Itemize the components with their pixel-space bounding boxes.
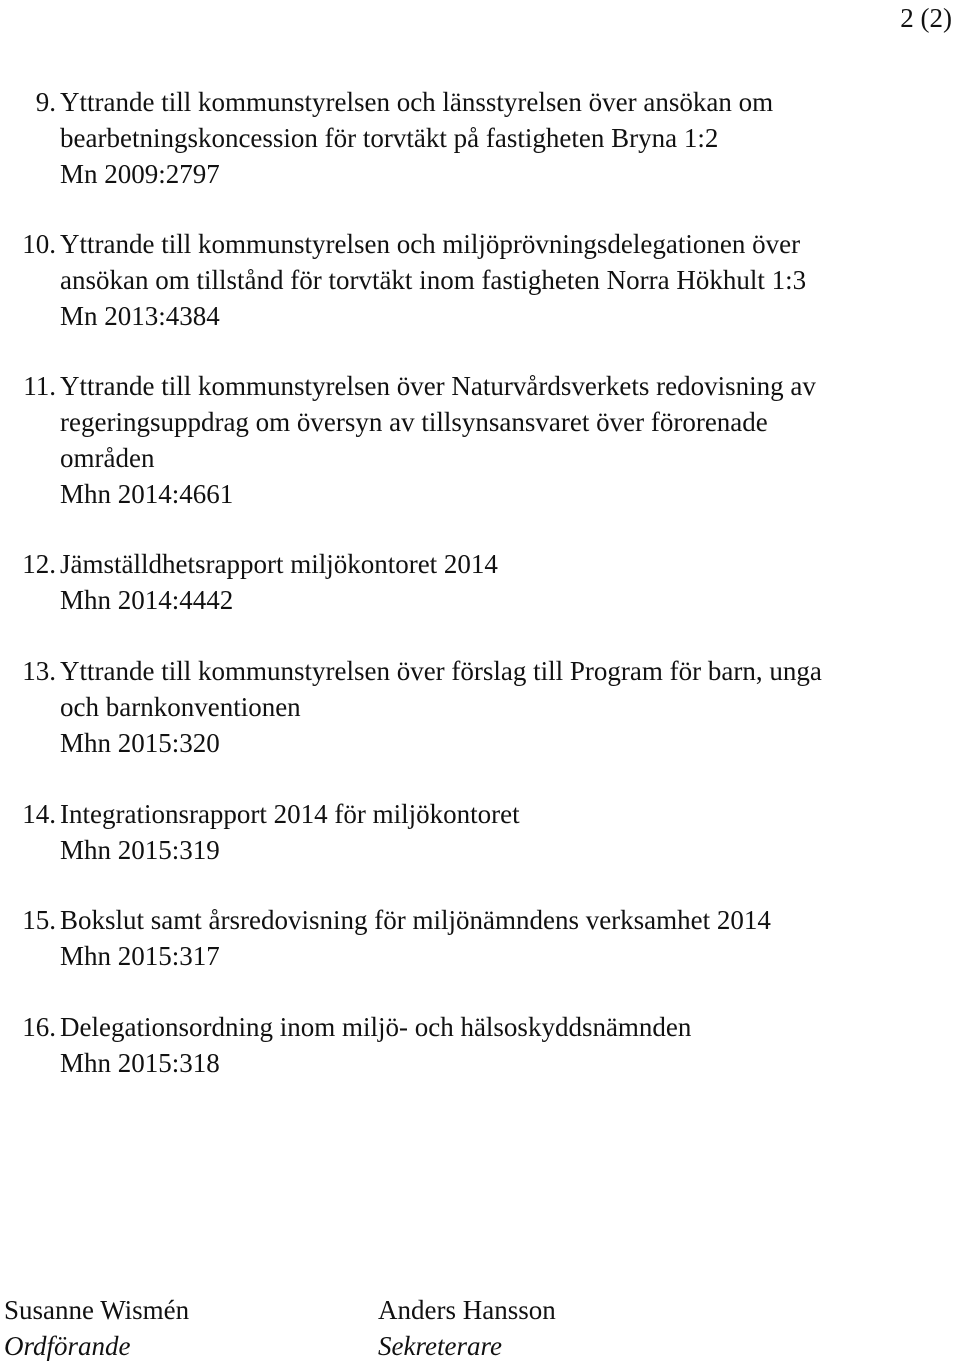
item-text-line: regeringsuppdrag om översyn av tillsynsansvaret över förorenade (60, 407, 768, 437)
item-number: 15. (22, 905, 56, 935)
item-text-line: områden (60, 443, 155, 473)
item-reference: Mhn 2015:319 (60, 835, 220, 865)
item-text-line: ansökan om tillstånd för torvtäkt inom fastigheten Norra Hökhult 1:3 (60, 265, 807, 295)
item-reference: Mhn 2015:318 (60, 1048, 220, 1078)
agenda-item-12 (22, 546, 940, 618)
agenda-item-14 (22, 796, 940, 868)
signature-role: Sekreterare (378, 1331, 502, 1361)
item-text-line: och barnkonventionen (60, 692, 301, 722)
page-number: 2 (2) (900, 3, 952, 33)
signature-chair (4, 1292, 189, 1364)
item-number: 10. (22, 229, 56, 259)
item-number: 11. (23, 371, 56, 401)
item-number: 13. (22, 656, 56, 686)
signature-name: Anders Hansson (378, 1295, 556, 1325)
item-reference: Mhn 2014:4661 (60, 479, 234, 509)
signature-role: Ordförande (4, 1331, 131, 1361)
item-number: 16. (22, 1012, 56, 1042)
item-text-line: Yttrande till kommunstyrelsen över Naturvårdsverkets redovisning av (60, 371, 816, 401)
item-reference: Mn 2013:4384 (60, 301, 220, 331)
item-reference: Mhn 2015:317 (60, 941, 220, 971)
item-text-line: Yttrande till kommunstyrelsen över förslag till Program för barn, unga (60, 656, 822, 686)
agenda-item-9 (35, 84, 940, 192)
agenda-item-16 (22, 1009, 940, 1081)
agenda-item-10 (22, 226, 940, 334)
item-text-line: Bokslut samt årsredovisning för miljönämndens verksamhet 2014 (60, 905, 771, 935)
item-text-line: Delegationsordning inom miljö- och hälsoskyddsnämnden (60, 1012, 692, 1042)
item-number: 14. (22, 799, 56, 829)
item-text-line: Yttrande till kommunstyrelsen och miljöprövningsdelegationen över (60, 229, 801, 259)
item-reference: Mhn 2015:320 (60, 728, 220, 758)
agenda-item-15 (22, 902, 940, 974)
agenda-item-11 (23, 368, 940, 512)
item-text-line: Jämställdhetsrapport miljökontoret 2014 (60, 549, 498, 579)
item-text-line: Yttrande till kommunstyrelsen och länsstyrelsen över ansökan om (60, 87, 774, 117)
item-number: 12. (22, 549, 56, 579)
item-reference: Mhn 2014:4442 (60, 585, 234, 615)
signature-secretary (378, 1292, 556, 1364)
item-number: 9. (35, 87, 56, 117)
agenda-item-13 (22, 653, 940, 761)
item-text-line: bearbetningskoncession för torvtäkt på fastigheten Bryna 1:2 (60, 123, 719, 153)
item-text-line: Integrationsrapport 2014 för miljökontoret (60, 799, 520, 829)
signature-name: Susanne Wismén (4, 1295, 190, 1325)
item-reference: Mn 2009:2797 (60, 159, 220, 189)
